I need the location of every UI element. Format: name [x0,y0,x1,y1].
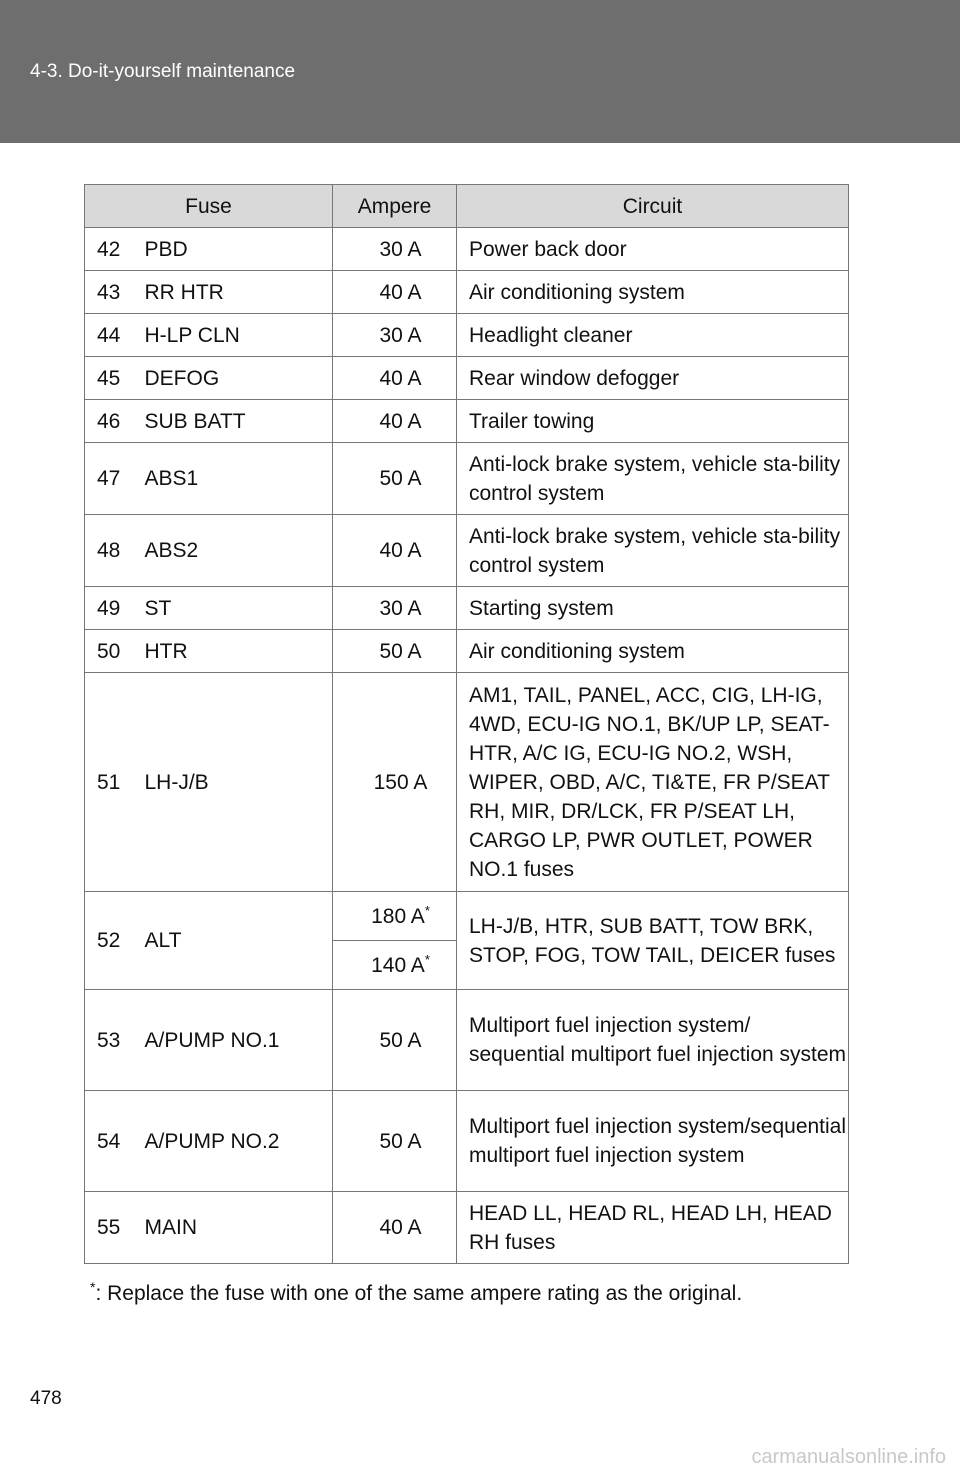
fuse-table [84,184,849,1264]
fuse-number: 49 [85,587,133,630]
ampere-value: 140 A [371,953,425,977]
fuse-number: 45 [85,357,133,400]
footnote-text: : Replace the fuse with one of the same ampere rating as the original. [95,1282,743,1305]
table-row [85,271,849,314]
fuse-ampere: 50 A [333,443,457,515]
fuse-ampere: 30 A [333,314,457,357]
fuse-circuit: Anti-lock brake system, vehicle sta-bility control system [457,443,849,515]
fuse-circuit: HEAD LL, HEAD RL, HEAD LH, HEAD RH fuses [457,1192,849,1264]
fuse-ampere: 40 A [333,1192,457,1264]
table-header-row [85,185,849,228]
fuse-name: MAIN [133,1192,333,1264]
section-title: 4-3. Do-it-yourself maintenance [30,61,296,82]
fuse-circuit: Multiport fuel injection system/ sequential multiport fuel injection system [457,990,849,1091]
fuse-name: ST [133,587,333,630]
table-row [85,443,849,515]
table-row [85,228,849,271]
fuse-name: ABS2 [133,515,333,587]
section-header [0,0,960,143]
fuse-name: HTR [133,630,333,673]
footnote-marker: * [424,951,430,967]
fuse-circuit: Air conditioning system [457,630,849,673]
fuse-circuit: Air conditioning system [457,271,849,314]
table-row [85,990,849,1091]
fuse-ampere: 30 A [333,587,457,630]
watermark: carmanualsonline.info [751,1446,946,1468]
ampere-value: 180 A [371,904,425,928]
table-row [85,630,849,673]
fuse-number: 47 [85,443,133,515]
fuse-ampere: 30 A [333,228,457,271]
fuse-number: 54 [85,1091,133,1192]
fuse-number: 44 [85,314,133,357]
table-row [85,314,849,357]
fuse-name: LH-J/B [133,673,333,892]
table-row [85,587,849,630]
fuse-number: 46 [85,400,133,443]
fuse-ampere: 40 A [333,271,457,314]
footnote-marker: * [424,902,430,918]
fuse-number: 53 [85,990,133,1091]
table-row [85,357,849,400]
table-row [85,673,849,892]
fuse-name: A/PUMP NO.1 [133,990,333,1091]
fuse-number: 52 [85,892,133,990]
fuse-circuit: Rear window defogger [457,357,849,400]
fuse-ampere: 50 A [333,990,457,1091]
fuse-name: SUB BATT [133,400,333,443]
fuse-ampere: 40 A [333,400,457,443]
fuse-number: 43 [85,271,133,314]
fuse-ampere-option [333,941,457,990]
table-row [85,892,849,941]
fuse-circuit: Multiport fuel injection system/sequential multiport fuel injection system [457,1091,849,1192]
fuse-ampere: 40 A [333,357,457,400]
fuse-circuit: AM1, TAIL, PANEL, ACC, CIG, LH-IG, 4WD, ECU-IG NO.1, BK/UP LP, SEAT-HTR, A/C IG, ECU-IG NO.2, WSH, WIPER, OBD, A/C, TI&TE, FR P/SEAT RH, MIR, DR/LCK, FR P/SEAT LH, CARGO LP, PWR OUTLET, POWER NO.1 fuses [457,673,849,892]
footnote [90,1279,743,1306]
fuse-ampere: 40 A [333,515,457,587]
fuse-number: 48 [85,515,133,587]
fuse-name: DEFOG [133,357,333,400]
fuse-name: PBD [133,228,333,271]
fuse-circuit: Anti-lock brake system, vehicle sta-bility control system [457,515,849,587]
column-header-fuse: Fuse [85,185,333,228]
fuse-circuit: Power back door [457,228,849,271]
fuse-name: H-LP CLN [133,314,333,357]
column-header-ampere: Ampere [333,185,457,228]
fuse-name: ALT [133,892,333,990]
fuse-circuit: Headlight cleaner [457,314,849,357]
fuse-circuit: Trailer towing [457,400,849,443]
fuse-ampere-option [333,892,457,941]
fuse-name: ABS1 [133,443,333,515]
table-row [85,1192,849,1264]
table-row [85,400,849,443]
table-row [85,515,849,587]
fuse-circuit: LH-J/B, HTR, SUB BATT, TOW BRK, STOP, FOG, TOW TAIL, DEICER fuses [457,892,849,990]
column-header-circuit: Circuit [457,185,849,228]
table-row [85,1091,849,1192]
fuse-name: RR HTR [133,271,333,314]
fuse-circuit: Starting system [457,587,849,630]
fuse-number: 42 [85,228,133,271]
fuse-number: 55 [85,1192,133,1264]
fuse-number: 50 [85,630,133,673]
footnote-marker: * [90,1279,96,1295]
fuse-name: A/PUMP NO.2 [133,1091,333,1192]
fuse-number: 51 [85,673,133,892]
page-number: 478 [30,1388,62,1409]
fuse-ampere: 50 A [333,630,457,673]
fuse-ampere: 150 A [333,673,457,892]
fuse-ampere: 50 A [333,1091,457,1192]
